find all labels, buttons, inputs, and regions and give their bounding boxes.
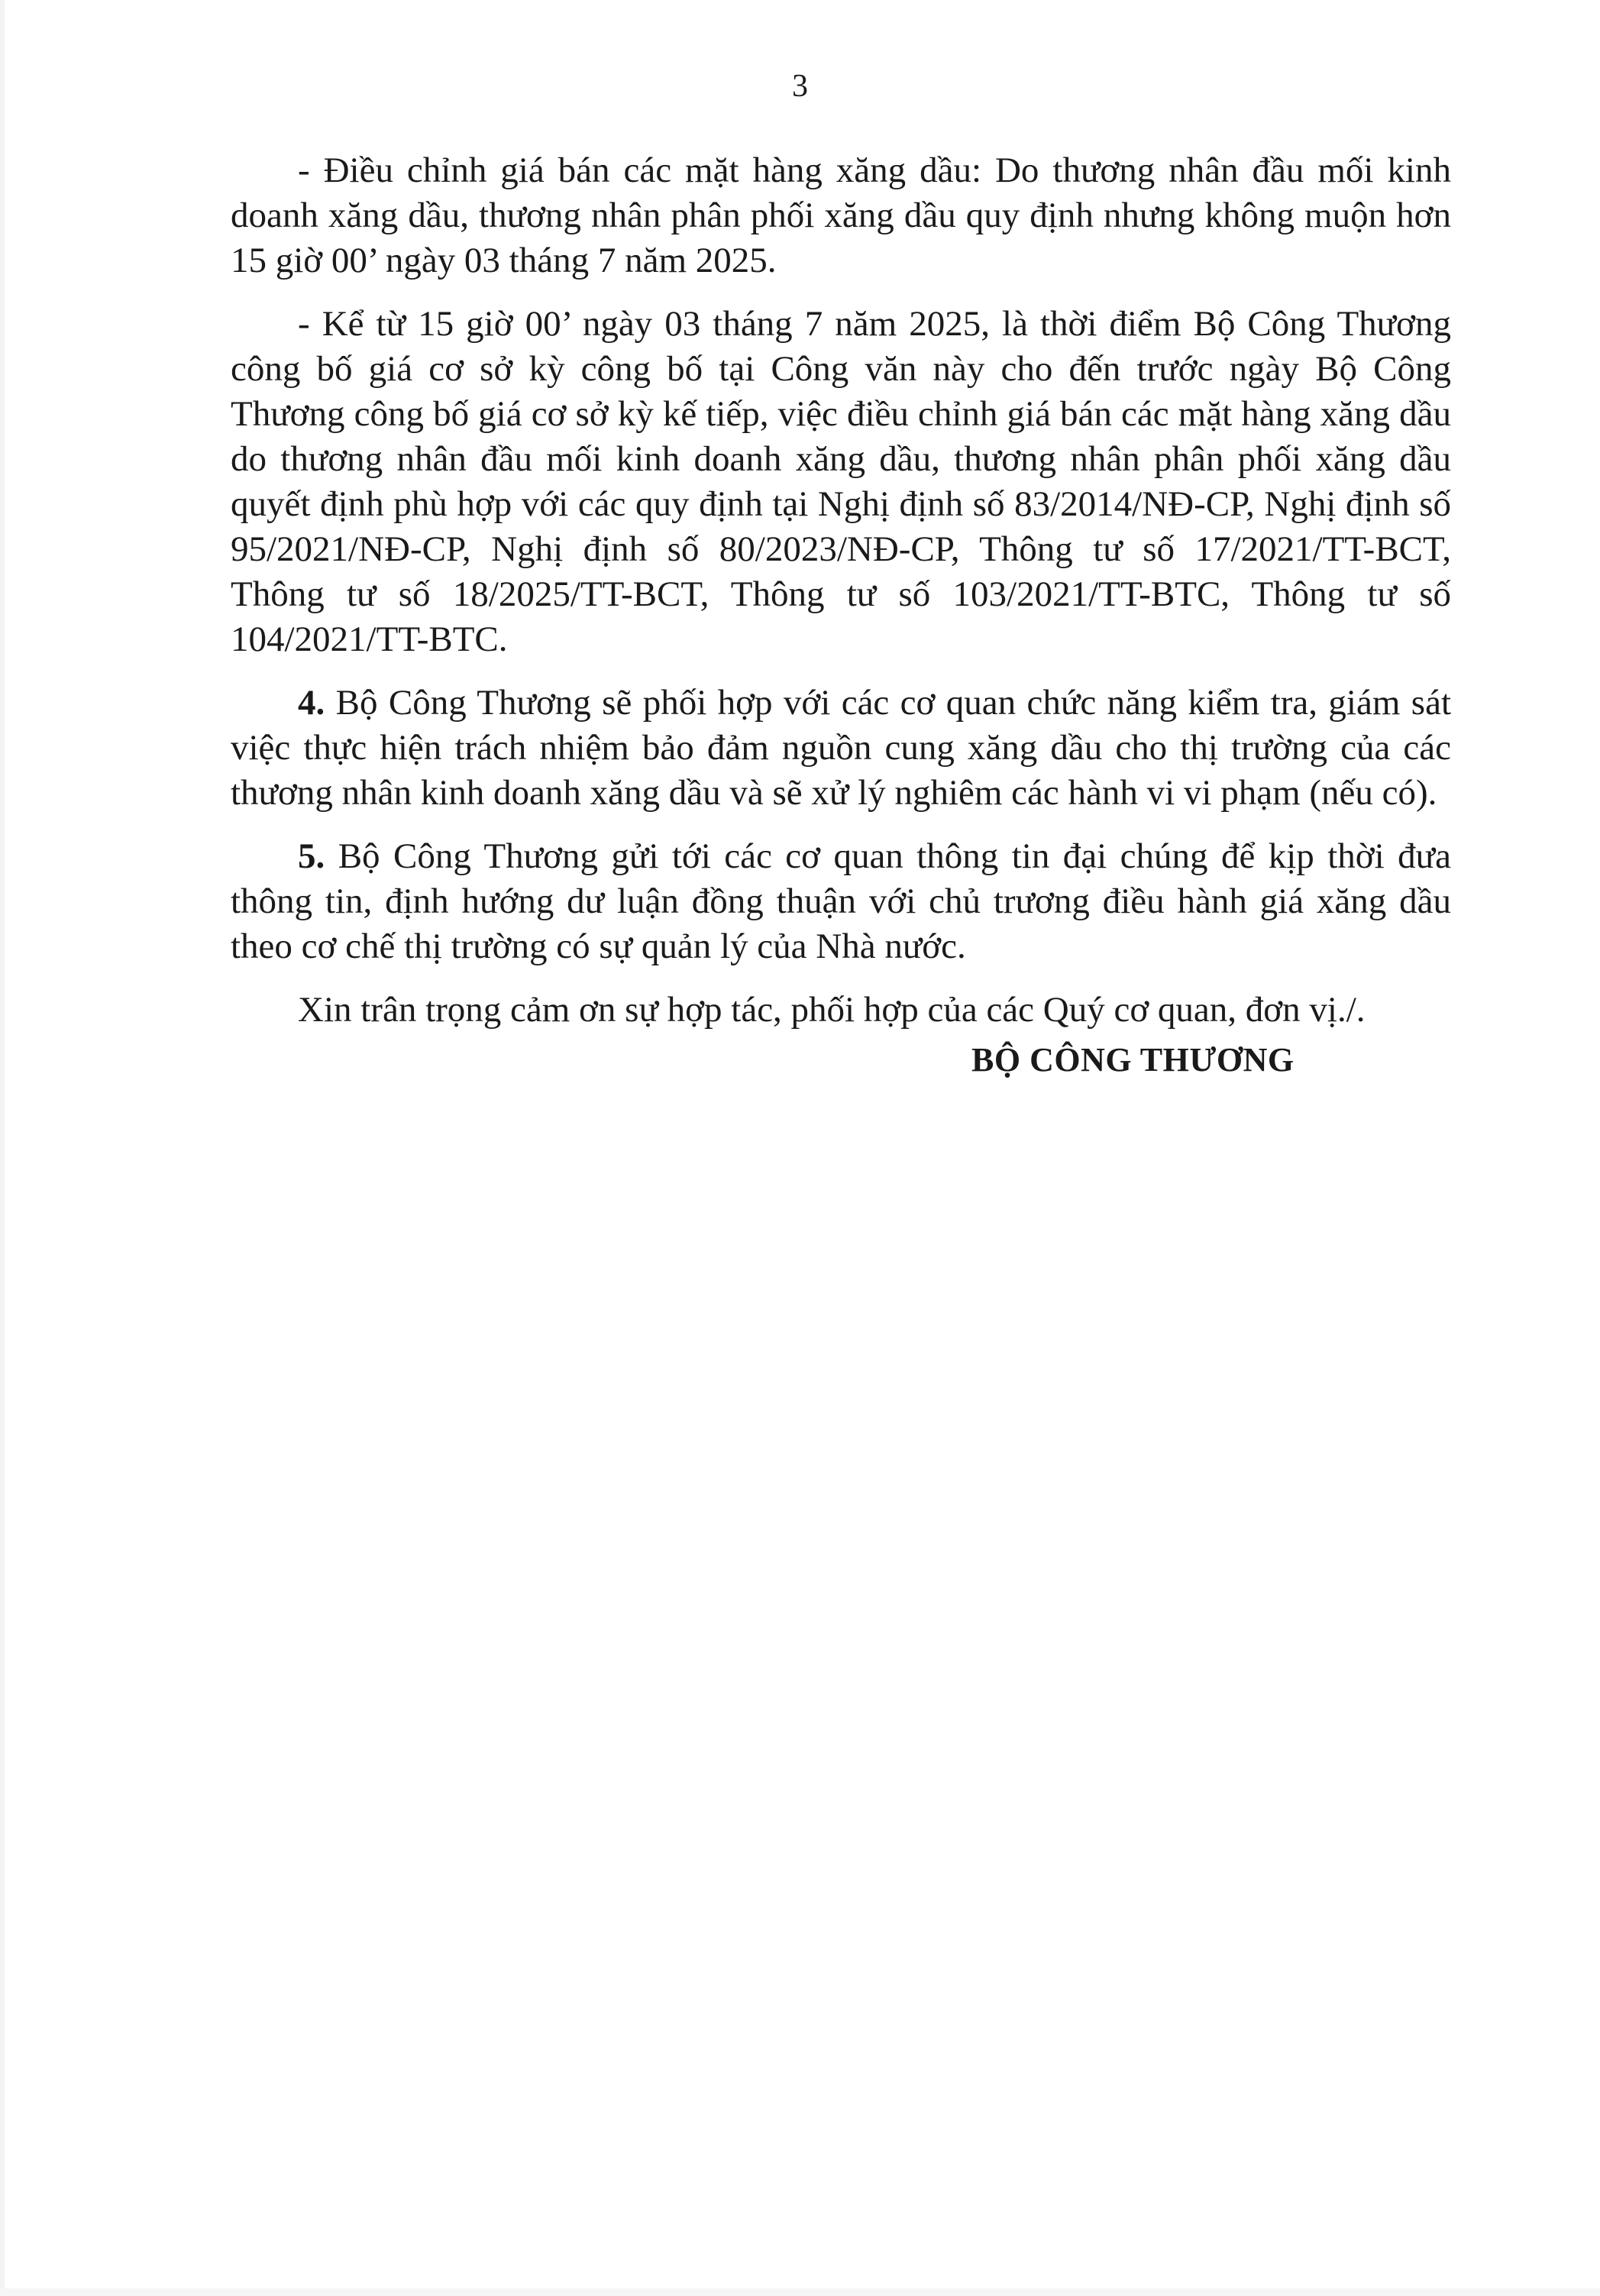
paragraph-text: - Kể từ 15 giờ 00’ ngày 03 tháng 7 năm 2025, là thời điểm Bộ Công Thương công bố giá cơ sở kỳ công bố tại Công văn này cho đến trước ngày Bộ Công Thương công bố giá cơ sở kỳ kế tiếp, việc điều chỉnh giá bán các mặt hàng xăng dầu do thương nhân đầu mối kinh doanh xăng dầu, thương nhân phân phối xăng dầu quyết định phù hợp với các quy định tại Nghị định số 83/2014/NĐ-CP, Nghị định số 95/2021/NĐ-CP, Nghị định số 80/2023/NĐ-CP, Thông tư số 17/2021/TT-BCT, Thông tư số 18/2025/TT-BCT, Thông tư số 103/2021/TT-BTC, Thông tư số 104/2021/TT-BTC. — [231, 304, 1451, 659]
paragraph-price-adjustment — [231, 148, 1451, 283]
paragraph-effective-time — [231, 302, 1451, 662]
paragraph-text: Bộ Công Thương gửi tới các cơ quan thông tin đại chúng để kịp thời đưa thông tin, định hướng dư luận đồng thuận với chủ trương điều hành giá xăng dầu theo cơ chế thị trường có sự quản lý của Nhà nước. — [231, 836, 1451, 966]
scan-edge-bottom — [0, 2288, 1600, 2296]
signature-block: BỘ CÔNG THƯƠNG — [971, 1041, 1295, 1078]
scan-edge-left — [0, 0, 5, 2296]
paragraph-number: 5. — [298, 836, 325, 876]
paragraph-text: Xin trân trọng cảm ơn sự hợp tác, phối hợp của các Quý cơ quan, đơn vị./. — [298, 990, 1366, 1030]
document-body — [231, 148, 1451, 1051]
paragraph-number: 4. — [298, 683, 325, 723]
paragraph-text: - Điều chỉnh giá bán các mặt hàng xăng dầu: Do thương nhân đầu mối kinh doanh xăng dầu, thương nhân phân phối xăng dầu quy định nhưng không muộn hơn 15 giờ 00’ ngày 03 tháng 7 năm 2025. — [231, 150, 1451, 280]
paragraph-closing — [231, 988, 1451, 1033]
paragraph-text: Bộ Công Thương sẽ phối hợp với các cơ quan chức năng kiểm tra, giám sát việc thực hiện trách nhiệm bảo đảm nguồn cung xăng dầu cho thị trường của các thương nhân kinh doanh xăng dầu và sẽ xử lý nghiêm các hành vi vi phạm (nếu có). — [231, 683, 1451, 813]
paragraph-item-5 — [231, 834, 1451, 969]
paragraph-item-4 — [231, 681, 1451, 816]
page-number: 3 — [792, 69, 808, 104]
